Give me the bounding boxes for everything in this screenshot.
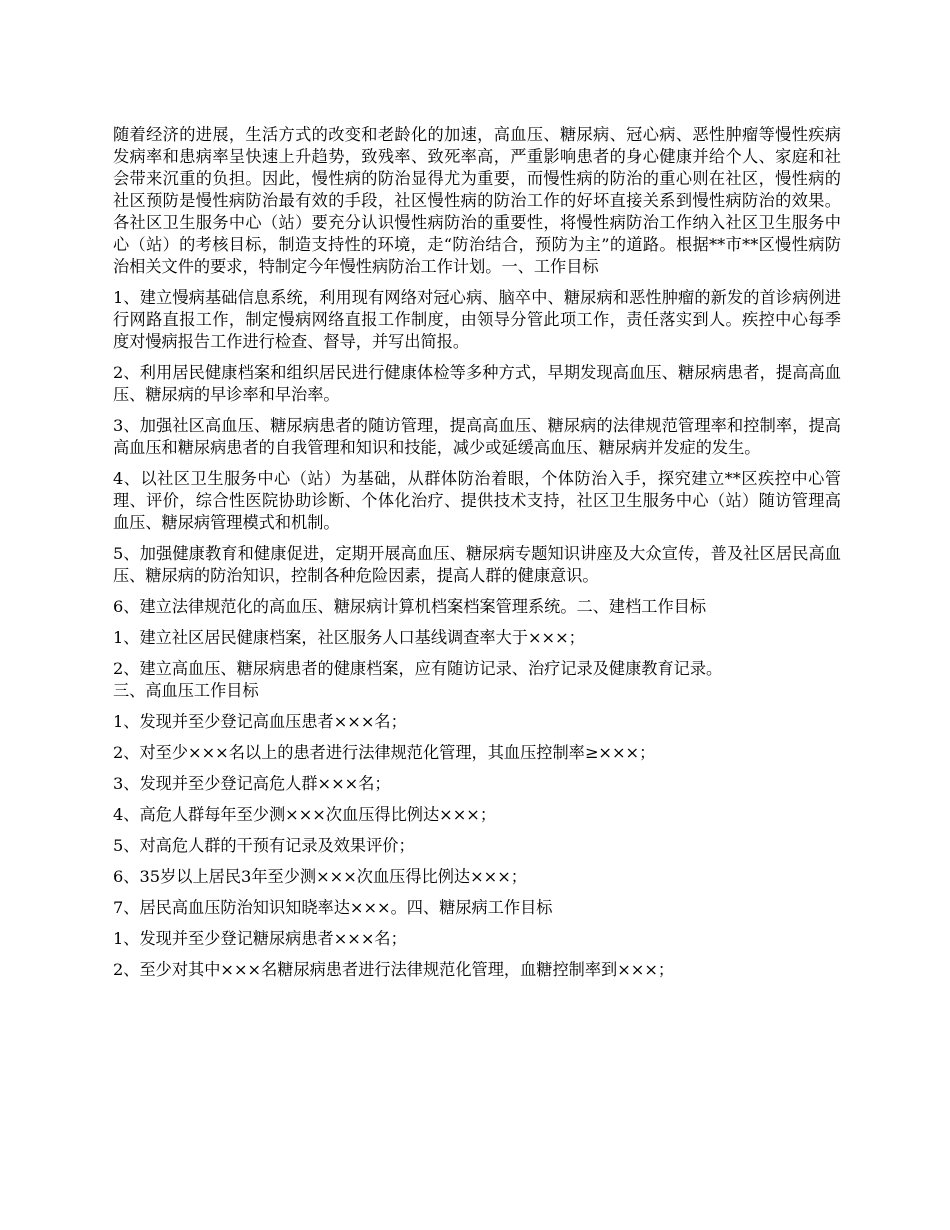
hypertension-goal-item-2: 2、对至少×××名以上的患者进行法律规范化管理，其血压控制率≥×××； <box>113 743 656 762</box>
hypertension-goal-item-1: 1、发现并至少登记高血压患者×××名； <box>113 712 407 731</box>
hypertension-goal-item-3: 3、发现并至少登记高危人群×××名； <box>113 774 391 793</box>
work-goal-item-3: 3、加强社区高血压、糖尿病患者的随访管理，提高高血压、糖尿病的法律规范管理率和控制率，提高高血压和糖尿病患者的自我管理和知识和技能，减少或延缓高血压、糖尿病并发症的发生。 <box>113 416 841 457</box>
diabetes-goal-item-2: 2、至少对其中×××名糖尿病患者进行法律规范化管理，血糖控制率到×××； <box>113 960 675 979</box>
work-goal-item-4: 4、以社区卫生服务中心（站）为基础，从群体防治着眼，个体防治入手，探究建立**区疾控中心管理、评价，综合性医院协助诊断、个体化治疗、提供技术支持，社区卫生服务中心（站）随访管理高血压、糖尿病管理模式和机制。 <box>113 469 841 532</box>
archive-goal-item-1: 1、建立社区居民健康档案，社区服务人口基线调查率大于×××； <box>113 628 585 647</box>
hypertension-section-heading: 三、高血压工作目标 <box>113 681 259 700</box>
work-goal-item-1: 1、建立慢病基础信息系统，利用现有网络对冠心病、脑卒中、糖尿病和恶性肿瘤的新发的首诊病例进行网路直报工作，制定慢病网络直报工作制度，由领导分管此项工作，责任落实到人。疾控中心每季度对慢病报告工作进行检查、督导，并写出简报。 <box>113 288 841 351</box>
hypertension-goal-item-4: 4、高危人群每年至少测×××次血压得比例达×××； <box>113 805 497 824</box>
work-goal-item-5: 5、加强健康教育和健康促进，定期开展高血压、糖尿病专题知识讲座及大众宣传，普及社区居民高血压、糖尿病的防治知识，控制各种危险因素，提高人群的健康意识。 <box>113 544 841 585</box>
hypertension-goal-item-7: 7、居民高血压防治知识知晓率达×××。四、糖尿病工作目标 <box>113 898 553 917</box>
intro-paragraph: 随着经济的进展，生活方式的改变和老龄化的加速，高血压、糖尿病、冠心病、恶性肿瘤等慢性疾病发病率和患病率呈快速上升趋势，致残率、致死率高，严重影响患者的身心健康并给个人、家庭和社会带来沉重的负担。因此，慢性病的防治显得尤为重要，而慢性病的防治的重心则在社区，慢性病的社区预防是慢性病防治最有效的手段，社区慢性病的防治工作的好坏直接关系到慢性病防治的效果。各社区卫生服务中心（站）要充分认识慢性病防治的重要性，将慢性病防治工作纳入社区卫生服务中心（站）的考核目标，制造支持性的环境，走“防治结合，预防为主”的道路。根据**市**区慢性病防治相关文件的要求，特制定今年慢性病防治工作计划。一、工作目标 <box>113 125 841 276</box>
hypertension-goal-item-5: 5、对高危人群的干预有记录及效果评价； <box>113 836 415 855</box>
diabetes-goal-item-1: 1、发现并至少登记糖尿病患者×××名； <box>113 929 407 948</box>
work-goal-item-6: 6、建立法律规范化的高血压、糖尿病计算机档案档案管理系统。二、建档工作目标 <box>113 597 707 616</box>
document-page <box>113 124 841 990</box>
hypertension-goal-item-6: 6、35岁以上居民3年至少测×××次血压得比例达×××； <box>113 867 527 886</box>
work-goal-item-2: 2、利用居民健康档案和组织居民进行健康体检等多种方式，早期发现高血压、糖尿病患者，提高高血压、糖尿病的早诊率和早治率。 <box>113 363 841 404</box>
archive-goal-item-2: 2、建立高血压、糖尿病患者的健康档案，应有随访记录、治疗记录及健康教育记录。 <box>113 659 723 678</box>
